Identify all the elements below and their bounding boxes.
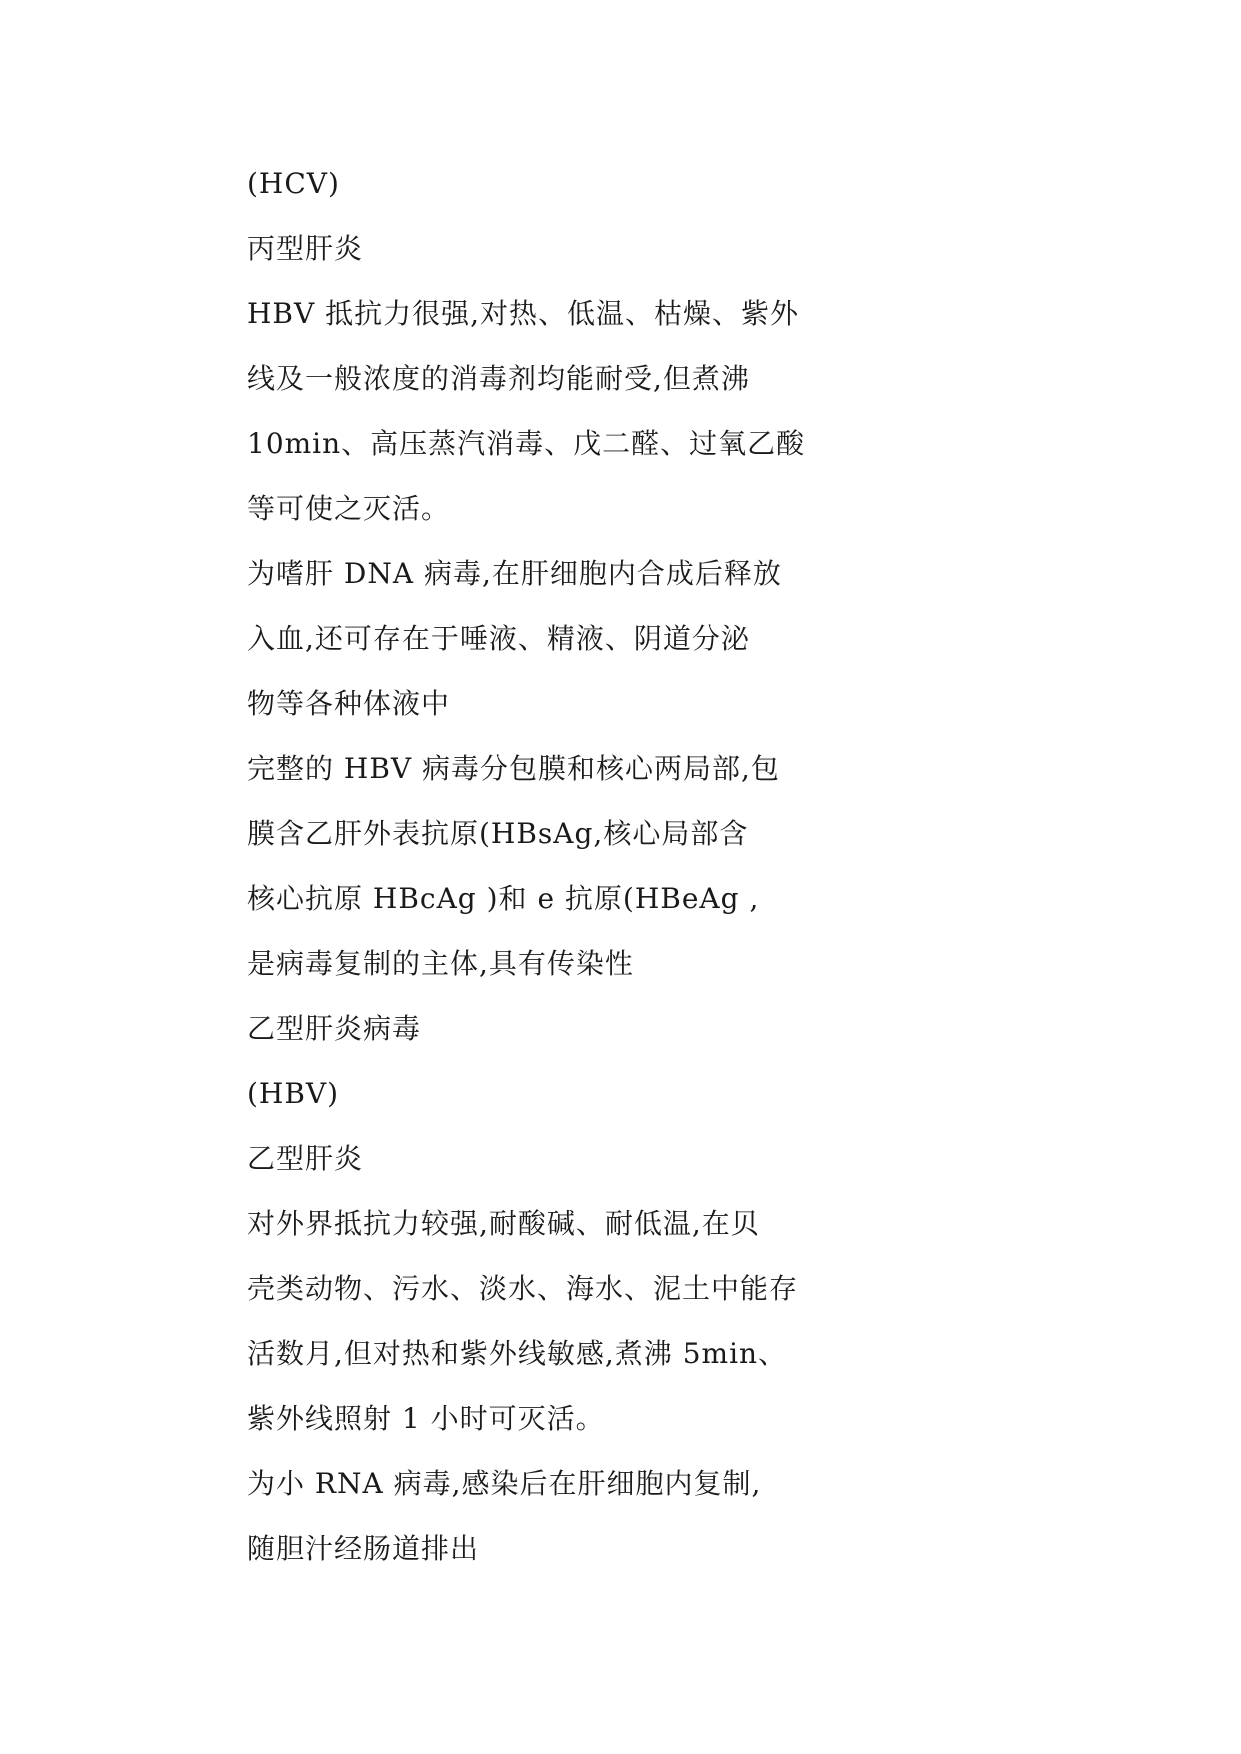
- text-line: 丙型肝炎: [247, 232, 364, 265]
- body-text: [247, 162, 887, 1592]
- text-line: HBV 抵抗力很强,对热、低温、枯燥、紫外: [247, 297, 800, 330]
- text-line: 膜含乙肝外表抗原(HBsAg,核心局部含: [247, 817, 749, 850]
- text-line: 紫外线照射 1 小时可灭活。: [247, 1402, 605, 1435]
- text-line: 乙型肝炎病毒: [247, 1012, 422, 1045]
- text-line: 随胆汁经肠道排出: [247, 1532, 480, 1565]
- text-line: 为小 RNA 病毒,感染后在肝细胞内复制,: [247, 1467, 762, 1500]
- text-line: 完整的 HBV 病毒分包膜和核心两局部,包: [247, 752, 780, 785]
- text-line: (HBV): [247, 1077, 340, 1110]
- text-line: 是病毒复制的主体,具有传染性: [247, 947, 634, 980]
- text-line: 活数月,但对热和紫外线敏感,煮沸 5min、: [247, 1337, 788, 1370]
- text-line: 入血,还可存在于唾液、精液、阴道分泌: [247, 622, 750, 655]
- text-line: 线及一般浓度的消毒剂均能耐受,但煮沸: [247, 362, 750, 395]
- text-line: 为嗜肝 DNA 病毒,在肝细胞内合成后释放: [247, 557, 782, 590]
- text-line: (HCV): [247, 167, 340, 200]
- text-line: 10min、高压蒸汽消毒、戊二醛、过氧乙酸: [247, 427, 806, 460]
- text-line: 物等各种体液中: [247, 687, 451, 720]
- text-line: 等可使之灭活。: [247, 492, 451, 525]
- text-line: 乙型肝炎: [247, 1142, 364, 1175]
- text-line: 壳类动物、污水、淡水、海水、泥土中能存: [247, 1272, 799, 1305]
- text-line: 对外界抵抗力较强,耐酸碱、耐低温,在贝: [247, 1207, 760, 1240]
- text-line: 核心抗原 HBcAg )和 e 抗原(HBeAg ,: [247, 882, 760, 915]
